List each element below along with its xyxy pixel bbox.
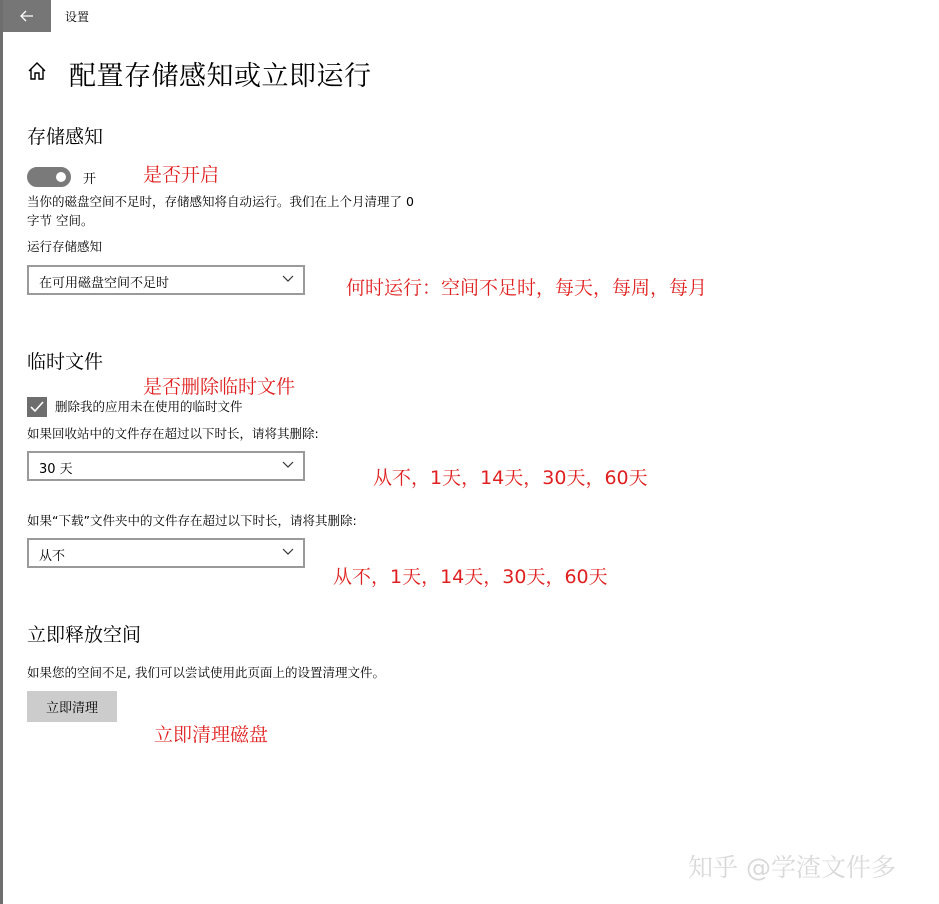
free-space-title: 立即释放空间	[27, 624, 142, 646]
toggle-knob	[56, 172, 66, 182]
annotation-toggle-note: 是否开启	[143, 164, 220, 186]
dropdown-value: 在可用磁盘空间不足时	[39, 276, 170, 291]
downloads-folder-dropdown[interactable]	[27, 538, 305, 568]
annotation-clean-note: 立即清理磁盘	[154, 724, 269, 746]
recycle-bin-label: 如果回收站中的文件存在超过以下时长，请将其删除:	[27, 426, 319, 441]
window-title: 设置	[65, 10, 90, 24]
recycle-bin-dropdown[interactable]	[27, 451, 305, 481]
storage-sense-title: 存储感知	[27, 126, 104, 148]
watermark: 知乎 @学渣文件多	[688, 853, 896, 882]
back-button[interactable]	[3, 0, 51, 32]
delete-temp-files-checkbox[interactable]	[27, 397, 47, 417]
home-icon[interactable]	[26, 60, 48, 82]
checkmark-icon	[29, 399, 45, 415]
annotation-recycle-note: 从不，1天，14天，30天，60天	[373, 467, 648, 489]
downloads-folder-label: 如果“下载”文件夹中的文件存在超过以下时长，请将其删除:	[27, 513, 357, 528]
annotation-run-note: 何时运行：空间不足时，每天，每周，每月	[346, 277, 708, 299]
toggle-state-label: 开	[83, 172, 97, 187]
dropdown-value: 30 天	[39, 462, 73, 477]
run-schedule-dropdown[interactable]	[27, 265, 305, 295]
storage-sense-toggle[interactable]	[27, 167, 71, 187]
title-bar	[3, 0, 939, 32]
temp-files-title: 临时文件	[27, 351, 104, 373]
back-arrow-icon	[19, 8, 35, 24]
storage-sense-description-line2: 字节 空间。	[27, 213, 94, 228]
chevron-down-icon	[281, 271, 295, 285]
annotation-downloads-note: 从不，1天，14天，30天，60天	[333, 566, 608, 588]
run-storage-sense-label: 运行存储感知	[27, 239, 103, 254]
clean-now-button[interactable]: 立即清理	[27, 691, 117, 722]
delete-temp-files-label: 删除我的应用未在使用的临时文件	[55, 399, 243, 414]
free-space-description: 如果您的空间不足, 我们可以尝试使用此页面上的设置清理文件。	[27, 665, 385, 680]
window-border	[0, 0, 3, 904]
chevron-down-icon	[281, 544, 295, 558]
storage-sense-description-line1: 当你的磁盘空间不足时，存储感知将自动运行。我们在上个月清理了 0	[27, 194, 414, 209]
page-title: 配置存储感知或立即运行	[69, 61, 372, 92]
dropdown-value: 从不	[39, 549, 66, 564]
annotation-temp-note: 是否删除临时文件	[143, 376, 296, 398]
chevron-down-icon	[281, 457, 295, 471]
